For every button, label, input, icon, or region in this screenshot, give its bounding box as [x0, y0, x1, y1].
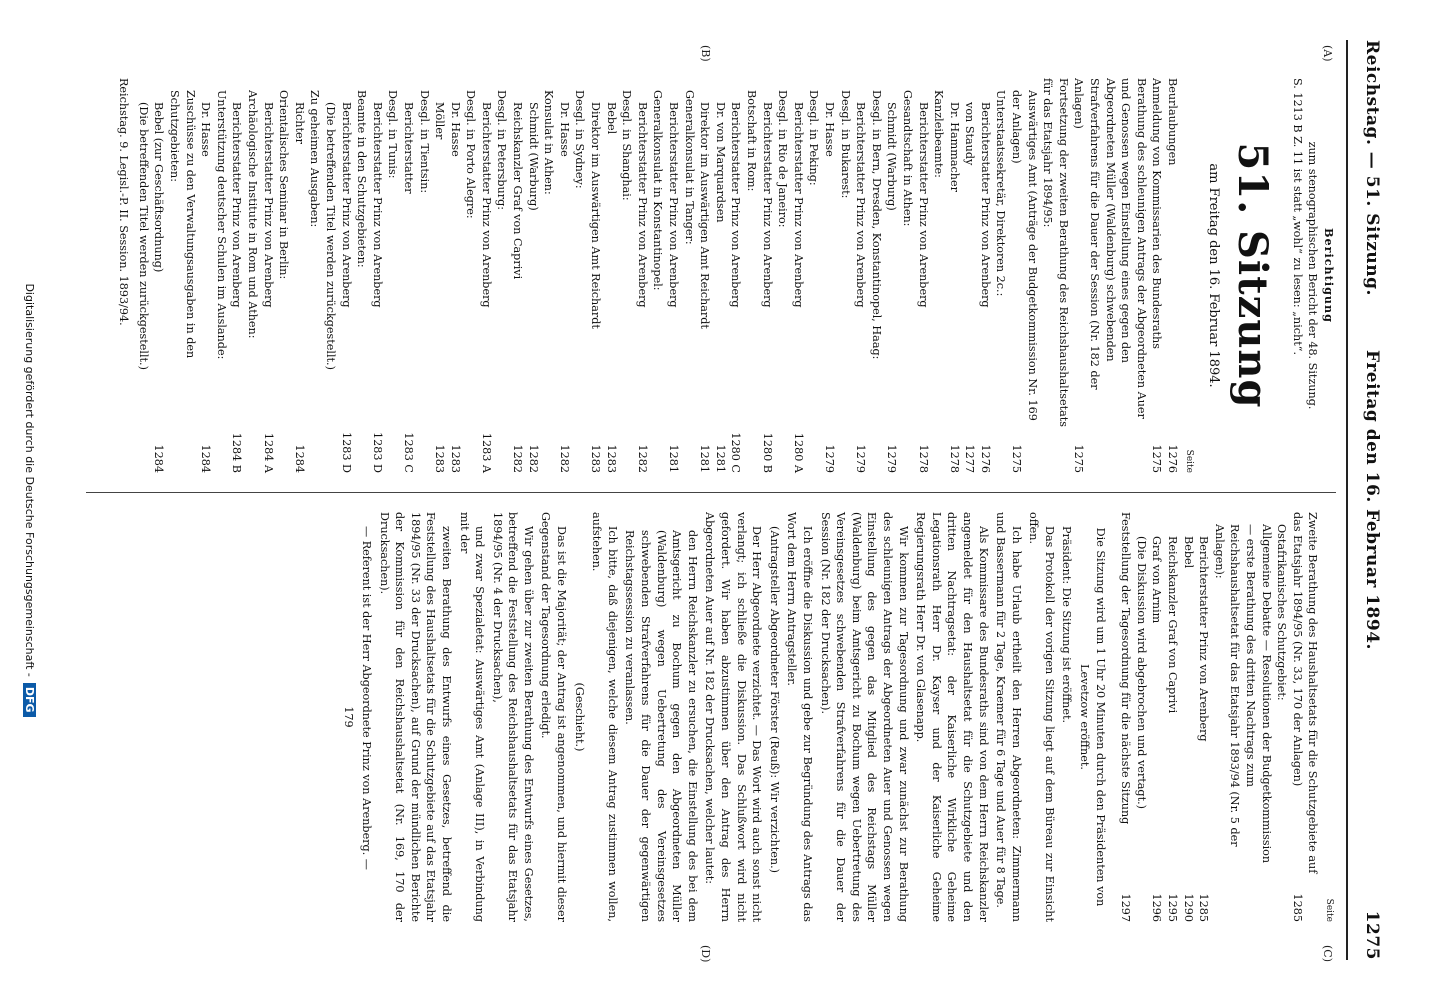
header-rule: [1346, 40, 1348, 960]
toc-entry: [447, 78, 463, 473]
header-center: Freitag den 16. Februar 1894.: [1362, 350, 1382, 650]
toc-entry-text: Desgl. in Petersburg:: [495, 90, 509, 211]
toc-entry-text: Reichskanzler Graf von Caprivi: [511, 102, 525, 280]
toc-entry: [697, 78, 713, 473]
berichtigung-title: Berichtigung: [1322, 228, 1336, 323]
digitization-notice: [23, 0, 36, 1000]
toc-entry-text: Berichterstatter Prinz von Arenberg: [854, 102, 868, 308]
toc-entry: [463, 78, 479, 473]
toc-entry-page: [619, 427, 635, 473]
toc-entry-text: Direktor im Auswärtigen Amt Reichardt: [589, 102, 603, 329]
toc-entry-page: [354, 427, 370, 473]
toc-entry-text: Beurlaubungen: [1166, 78, 1180, 166]
right-toc-entry-text: Zweite Berathung des Haushaltsetats für die Schutzgebiete auf das Etatsjahr 1894/95 (Nr. 33, 170 der Anlagen): [1290, 512, 1320, 874]
toc-entry-text: Dr. Hasse: [822, 102, 836, 157]
body-paragraph: Ich bitte, daß diejenigen, welche diesem Antrag zustimmen wollen, aufstehen.: [590, 512, 619, 922]
toc-entry-text: Auswärtiges Amt (Anträge der Budgetkommission Nr. 169 der Anlagen): [1010, 90, 1039, 421]
body-paragraph: Die Sitzung wird um 1 Uhr 20 Minuten durch den Präsidenten von Levetzow eröffnet.: [1078, 527, 1107, 907]
toc-entry: [603, 78, 619, 473]
toc-entry-text: Desgl. in Tientsin:: [417, 90, 431, 194]
body-paragraph: Das ist die Majorität; der Antrag ist angenommen, und hiermit dieser Gegenstand der Tagesordnung erledigt.: [539, 512, 569, 922]
toc-entry: [416, 78, 432, 473]
right-toc-entry-text: Ostafrikanisches Schutzgebiet:: [1275, 524, 1289, 701]
toc-entry-text: Zu geheimen Ausgaben:: [308, 90, 322, 228]
toc-entry: [884, 78, 900, 473]
right-toc-entry: [1149, 512, 1165, 922]
right-toc-entry: [1274, 512, 1290, 922]
running-header: [1352, 40, 1382, 960]
toc-entry-text: Berichterstatter Prinz von Arenberg: [760, 102, 774, 308]
toc-entry: [151, 78, 167, 473]
toc-entry-page: [463, 427, 479, 473]
session-text: [341, 512, 1108, 922]
right-toc-entry-page: [1274, 876, 1290, 922]
right-toc-entry-text: Feststellung der Tagesordnung für die nächste Sitzung: [1119, 512, 1133, 825]
right-toc-entry-text: (Die Diskussion wird abgebrochen und vertagt.): [1134, 536, 1148, 810]
toc-entry-page: 1278: [916, 444, 930, 473]
toc-entry: [1164, 78, 1180, 473]
toc-entry-text: Dr. Hasse: [448, 102, 462, 157]
toc-entry-text: Anmeldung von Kommissarien des Bundesraths: [1150, 78, 1164, 349]
toc-entry-text: Archäologische Institute in Rom und Athen:: [246, 90, 259, 339]
right-toc-entry-page: 1295: [1166, 893, 1180, 922]
margin-mark-a: (A): [1321, 45, 1334, 62]
toc-entry-text: Dr. Hasse: [557, 102, 571, 157]
right-toc-entry-page: [1133, 876, 1149, 922]
toc-entry-page: 1279: [854, 444, 868, 473]
toc-entry: [276, 78, 292, 473]
toc-entry-page: 1282: [511, 444, 525, 473]
body-paragraph: Der Herr Abgeordnete verzichtet. — Das Wort wird auch sonst nicht verlangt; ich schließe die Diskussion. Das Schlußwort wird nicht gefordert. Wir haben abzustimmen über den Antrag des Herrn Abgeordneten Auer auf Nr. 182 der Drucksachen, welcher lautet:: [703, 512, 764, 922]
toc-entry-page: [775, 427, 791, 473]
toc-entry: [478, 78, 494, 473]
berichtigung-text: S. 1213 B Z. 11 ist statt „wohl“ zu lesen: „nicht“.: [1290, 78, 1304, 356]
right-toc-entry-page: 1296: [1150, 893, 1164, 922]
body-paragraph: Ich habe Urlaub ertheilt den Herren Abgeordneten: Zimmermann und Bassermann für 2 Tage, Kraemer für 6 Tage und Auer für 8 Tage.: [994, 512, 1023, 922]
toc-entry-text: Desgl. in Bern, Dresden, Konstantinopel, Haag:: [869, 90, 883, 360]
toc-entry-page: [1040, 427, 1071, 473]
toc-entry-text: Schmidt (Warburg): [885, 102, 899, 211]
toc-entry-page: 1283 D: [339, 432, 353, 473]
body-paragraph: Präsident: Die Sitzung ist eröffnet.: [1060, 526, 1074, 724]
toc-entry-page: [307, 427, 323, 473]
toc-entry-page: 1284: [199, 444, 213, 473]
toc-entry-page: 1280 A: [791, 432, 805, 473]
toc-entry: [853, 78, 869, 473]
toc-entry-page: 1280 B: [760, 432, 774, 473]
toc-entry-page: 1275: [1072, 444, 1086, 473]
session-title: 51. Sitzung: [1229, 142, 1277, 409]
toc-entry: [993, 78, 1009, 473]
toc-entry-text: Fortsetzung der zweiten Berathung des Reichshaushaltsetats für das Etatsjahr 1894/95:: [1041, 78, 1070, 427]
body-paragraph: Als Kommissare des Bundesraths sind von dem Herrn Reichskanzler angemeldet für den Haushaltsetat für die Schutzgebiete und den dritten Nachtragsetat: der Kaiserliche Wirkliche Geheime Legationsrath Herr Dr. Kayser und der Kaiserliche Geheime Regierungsrath Herr Dr. von Glasenapp.: [914, 512, 990, 922]
left-column: [116, 78, 1336, 473]
right-toc-entry: [1196, 512, 1212, 922]
right-toc-entry: [1180, 512, 1196, 922]
toc-entry-page: [681, 427, 697, 473]
right-toc-seite-label: Seite: [1324, 898, 1334, 922]
column-divider: [86, 492, 1336, 493]
right-toc-entry: [1164, 512, 1180, 922]
toc-entry-page: 1282: [526, 444, 540, 473]
right-toc-entry-text: Graf von Arnim: [1150, 536, 1164, 624]
toc-entry-page: [276, 427, 292, 473]
toc-entry-page: [322, 427, 338, 473]
toc-entry-page: 1284: [292, 444, 306, 473]
toc-entry-page: 1278: [947, 444, 961, 473]
toc-entry: [712, 78, 728, 473]
toc-entry-text: Desgl. in Peking:: [807, 90, 821, 186]
toc-entry: [946, 78, 962, 473]
toc-entry: [962, 78, 978, 473]
toc-entry: [743, 78, 759, 473]
toc-entry: [790, 78, 806, 473]
right-toc-entry: [1211, 512, 1273, 922]
toc-entry-page: [416, 427, 432, 473]
left-footer: Reichstag. 9. Legisl.-P. II. Session. 1893/94.: [117, 78, 131, 326]
body-paragraph: (Geschieht.): [572, 682, 586, 752]
toc-entry-page: 1276: [978, 444, 992, 473]
toc-entry-text: (Die betreffenden Titel werden zurückgestellt.): [323, 102, 337, 370]
toc-entry: [759, 78, 775, 473]
toc-entry-text: Konsulat in Athen:: [542, 90, 556, 195]
body-paragraph: und zwar Spezialetat: Auswärtiges Amt (Anlage III), in Verbindung mit der: [457, 512, 487, 922]
toc-entry-page: [572, 427, 588, 473]
toc-entry: [806, 78, 822, 473]
toc-entry: [541, 78, 557, 473]
toc-entry-page: 1284: [152, 444, 166, 473]
toc-entry-page: 1282: [635, 444, 649, 473]
toc-entry-text: Schmidt (Warburg): [526, 102, 540, 211]
toc-entry: [166, 78, 197, 473]
toc-entry-page: [541, 427, 557, 473]
margin-mark-b: (B): [699, 45, 712, 62]
toc-entry: [213, 78, 229, 473]
toc-entry-text: Desgl. in Rio de Janeiro:: [776, 90, 790, 228]
toc-entry-page: [899, 427, 915, 473]
toc-entry: [977, 78, 993, 473]
toc-entry-page: 1279: [885, 444, 899, 473]
toc-entry-text: Botschaft in Rom:: [745, 90, 758, 192]
toc-entry-text: Berichterstatter Prinz von Arenberg: [791, 102, 805, 308]
toc-entry-text: Desgl. in Shanghai:: [620, 90, 634, 201]
toc-entry-page: 1276: [1166, 444, 1180, 473]
toc-entry-text: Berichterstatter Prinz von Arenberg: [261, 102, 275, 308]
toc-entry: [229, 78, 245, 473]
toc-entry-text: Kanzleibeamte:: [932, 90, 946, 178]
toc-entry: [198, 78, 214, 473]
right-toc-table: [1118, 512, 1336, 922]
toc-entry-text: Gesandtschaft in Athen:: [900, 90, 914, 227]
toc-entry-page: 1283: [448, 444, 462, 473]
toc-entry-text: Berichterstatter Prinz von Arenberg: [729, 102, 743, 308]
right-toc-entry-page: 1290: [1181, 893, 1195, 922]
toc-entry: [619, 78, 635, 473]
body-paragraph: Wir kommen zur Tagesordnung und zwar zunächst zur Berathung des schleunigen Antrags der Abgeordneten Auer und Genossen wegen Einstellung des gegen das Mitglied des Reichstags Müller (Waldenburg) beim Amtsgericht zu Bochum wegen Uebertretung des Vereinsgesetzes schwebenden Strafverfahrens für die Dauer der Session (Nr. 182 der Drucksachen).: [818, 512, 910, 922]
toc-entry-text: Desgl. in Tunis:: [386, 90, 400, 179]
right-toc-entry: [1118, 512, 1134, 922]
toc-entry: [322, 78, 338, 473]
toc-entry: [369, 78, 385, 473]
body-paragraph: Ich eröffne die Diskussion und gebe zur Begründung des Antrags das Wort dem Herrn Antragsteller.: [785, 512, 814, 922]
toc-entry-page: 1282: [557, 444, 571, 473]
body-paragraph: — Referent ist der Herr Abgeordnete Prinz von Arenberg. —: [359, 526, 373, 870]
body-paragraph: den Herrn Reichskanzler zu ersuchen, die Einstellung des bei dem Amtsgericht zu Bochum gegen den Abgeordneten Müller (Waldenburg) wegen Uebertretung des Vereinsgesetzes schwebenden Strafverfahrens für die Dauer der gegenwärtigen Reichstagssession zu veranlassen.: [623, 530, 699, 922]
toc-table: [135, 78, 1195, 473]
toc-entry-page: [494, 427, 510, 473]
toc-entry: [634, 78, 650, 473]
toc-entry: [1149, 78, 1165, 473]
toc-entry: [899, 78, 915, 473]
toc-entry: [1009, 78, 1040, 473]
toc-entry-page: [837, 427, 853, 473]
toc-entry-text: Desgl. in Bukarest:: [838, 90, 852, 199]
toc-entry: [572, 78, 588, 473]
toc-entry-text: Generalkonsulat in Konstantinopel:: [651, 90, 665, 291]
toc-entry-text: Zuschüsse zu den Verwaltungsausgaben in den Schutzgebieten:: [168, 90, 197, 359]
toc-entry: [338, 78, 354, 473]
toc-entry-text: Unterstützung deutscher Schulen im Auslande:: [214, 90, 228, 360]
toc-entry-page: 1277: [963, 444, 977, 473]
toc-entry-text: Berichterstatter Prinz von Arenberg: [916, 102, 930, 308]
toc-entry: [728, 78, 744, 473]
toc-entry: [915, 78, 931, 473]
right-toc-entry-page: 1285: [1197, 893, 1211, 922]
session-date: am Freitag den 16. Februar 1894.: [1206, 163, 1222, 388]
margin-mark-d: (D): [699, 945, 712, 963]
toc-entry: [525, 78, 541, 473]
toc-entry-page: [244, 427, 260, 473]
body-paragraph: Wir gehen über zur zweiten Berathung des Entwurfs eines Gesetzes, betreffend die Feststellung des Reichshaushaltsetats für das Etatsjahr 1894/95 (Nr. 4 der Drucksachen),: [490, 512, 535, 922]
right-toc-entry-page: [1211, 876, 1273, 922]
toc-entry: [307, 78, 323, 473]
toc-seite-label: Seite: [1183, 449, 1194, 473]
right-toc-entry-text: Allgemeine Debatte — Resolutionen der Budgetkommission — erste Berathung des dritten Nachtrags zum Reichshaushaltsetat für das Etatsjahr 1893/94 (Nr. 5 der Anlagen):: [1212, 524, 1273, 864]
toc-entry-page: 1283 C: [401, 432, 415, 473]
toc-entry-text: Berichterstatter Prinz von Arenberg: [370, 102, 384, 308]
toc-entry-text: Dr. von Marquardsen: [713, 102, 727, 223]
right-toc-entry: [1289, 512, 1320, 922]
toc-entry-text: Richter: [292, 102, 306, 144]
toc-entry-text: Berichterstatter Prinz von Arenberg: [978, 102, 992, 308]
body-paragraph: (Antragsteller Abgeordneter Förster (Reuß): Wir verzichten.): [767, 526, 781, 874]
right-toc-entry: [1133, 512, 1149, 922]
toc-entry-page: 1284 A: [261, 432, 275, 473]
toc-entry-page: [806, 427, 822, 473]
right-toc-entry-text: Bebel: [1181, 536, 1195, 569]
toc-entry-page: 1281: [698, 444, 712, 473]
toc-entry-text: Berichterstatter Prinz von Arenberg: [339, 102, 353, 308]
toc-entry-page: 1281: [667, 444, 681, 473]
right-column: [339, 512, 1336, 922]
right-toc-entry-text: Reichskanzler Graf von Caprivi: [1166, 536, 1180, 714]
toc-entry-page: 1280 C: [729, 432, 743, 473]
toc-entry-page: [385, 427, 401, 473]
toc-entry: [510, 78, 526, 473]
toc-entry-text: Dr. Hasse: [199, 102, 213, 157]
toc-entry: [681, 78, 697, 473]
toc-entry-text: Bebel: [604, 102, 618, 135]
toc-entry-page: [993, 427, 1009, 473]
toc-entry: [135, 78, 151, 473]
toc-entry-text: (Die betreffenden Titel werden zurückgestellt.): [136, 102, 150, 370]
toc-entry: [650, 78, 666, 473]
toc-entry-page: 1284 B: [230, 432, 244, 473]
toc-entry: [821, 78, 837, 473]
toc-entry-text: von Staudy: [963, 102, 977, 166]
toc-entry-text: Berichterstatter Prinz von Arenberg: [479, 102, 493, 308]
body-paragraph: 179: [342, 706, 356, 728]
header-left: Reichstag. — 51. Sitzung.: [1362, 40, 1382, 296]
toc-entry-page: 1283: [604, 444, 618, 473]
toc-entry-page: [931, 427, 947, 473]
toc-entry-page: 1279: [822, 444, 836, 473]
toc-entry: [1071, 78, 1149, 473]
body-paragraph: Das Protokoll der vorigen Sitzung liegt auf dem Büreau zur Einsicht offen.: [1027, 512, 1056, 922]
right-toc-entry-page: 1297: [1119, 893, 1133, 922]
margin-mark-c: (C): [1321, 945, 1334, 962]
toc-entry-page: 1281: [713, 444, 727, 473]
toc-entry: [432, 78, 448, 473]
body-paragraph: zweiten Berathung des Entwurfs eines Gesetzes, betreffend die Feststellung des Haushaltsetats für die Schutzgebiete auf das Etatsjahr 1894/95 (Nr. 33 der Drucksachen), auf Grund der mündlichen Berichte der Kommission für den Reichshaushaltsetat (Nr. 169, 170 der Drucksachen).: [377, 512, 453, 922]
toc-entry: [665, 78, 681, 473]
right-toc-entry-page: 1285: [1290, 893, 1304, 922]
toc-entry-page: 1275: [1010, 444, 1024, 473]
toc-entry-page: 1283 A: [479, 432, 493, 473]
toc-entry-page: 1283: [433, 444, 447, 473]
toc-entry: [837, 78, 853, 473]
toc-entry-page: [213, 427, 229, 473]
toc-entry: [868, 78, 884, 473]
toc-entry-text: Desgl. in Porto Alegre:: [464, 90, 478, 219]
page-number: 1275: [1362, 910, 1382, 960]
toc-entry-page: [650, 427, 666, 473]
right-toc-entry-text: Berichterstatter Prinz von Arenberg: [1197, 536, 1211, 742]
toc-entry-page: 1283: [589, 444, 603, 473]
toc-entry: [556, 78, 572, 473]
toc-entry: [775, 78, 791, 473]
toc-entry: [494, 78, 510, 473]
toc-entry-text: Unterstaatssekretär, Direktoren 2c.:: [994, 90, 1008, 297]
toc-entry-text: Möller: [433, 102, 447, 140]
toc-entry-text: Desgl. in Sydney:: [573, 90, 587, 189]
toc-entry-text: Beamte in den Schutzgebieten:: [355, 90, 369, 268]
toc-entry-text: Berichterstatter Prinz von Arenberg: [635, 102, 649, 308]
toc-entry-text: Generalkonsulat in Tanger:: [682, 90, 696, 245]
berichtigung-subtitle: zum stenographischen Bericht der 48. Sitzung.: [1306, 141, 1320, 410]
toc-entry-page: [166, 427, 197, 473]
toc-entry: [400, 78, 416, 473]
toc-entry-text: Dr. Hammacher: [947, 102, 961, 192]
toc-entry: [244, 78, 260, 473]
toc-entry-page: [135, 427, 151, 473]
toc-entry: [291, 78, 307, 473]
dfg-logo: DFG: [23, 683, 36, 717]
toc-entry-page: 1283 D: [370, 432, 384, 473]
toc-entry-text: Berichterstatter: [401, 102, 415, 194]
toc-entry-text: Berathung des schleunigen Antrags der Abgeordneten Auer und Genossen wegen Einstellung eines gegen den Abgeordneten Müller (Waldenburg) schwebenden Strafverfahrens für die Dauer der Session (Nr. 182 der Anlagen): [1072, 78, 1148, 419]
toc-entry-text: Bebel (zur Geschäftsordnung): [152, 102, 166, 273]
toc-entry: [385, 78, 401, 473]
toc-entry-text: Orientalisches Seminar in Berlin:: [277, 90, 291, 280]
toc-entry: [354, 78, 370, 473]
toc-entry-text: Direktor im Auswärtigen Amt Reichardt: [698, 102, 712, 329]
toc-entry-text: Berichterstatter Prinz von Arenberg: [230, 102, 244, 308]
toc-entry: [1040, 78, 1071, 473]
toc-entry: [587, 78, 603, 473]
digitization-text: Digitalisierung gefördert durch die Deutsche Forschungsgemeinschaft -: [23, 283, 36, 677]
toc-entry-page: [868, 427, 884, 473]
toc-entry-text: Berichterstatter Prinz von Arenberg: [667, 102, 681, 308]
toc-entry: [931, 78, 947, 473]
toc-entry: [260, 78, 276, 473]
toc-entry-page: [743, 427, 759, 473]
toc-entry-page: 1275: [1150, 444, 1164, 473]
